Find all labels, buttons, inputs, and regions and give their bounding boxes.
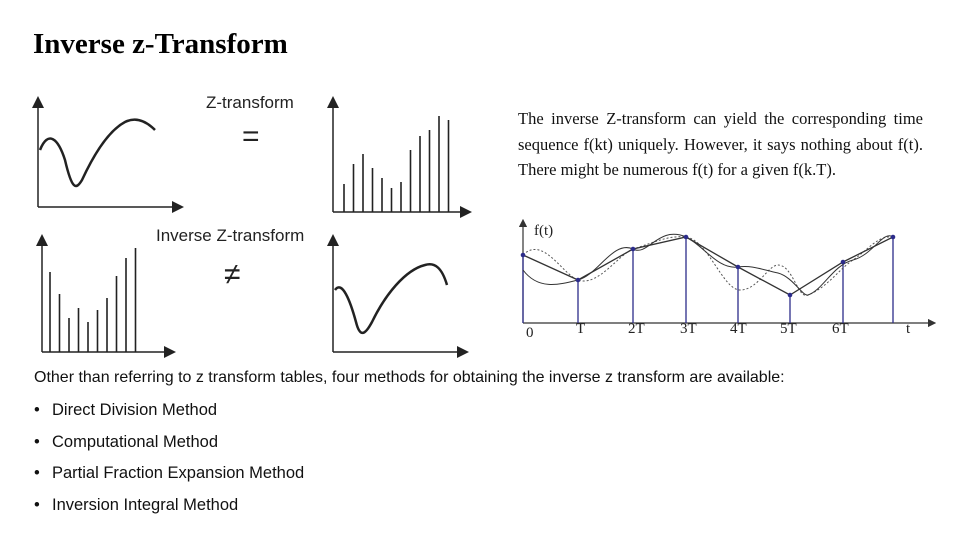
bullet-icon: • bbox=[34, 496, 40, 515]
ft-x-tick-label: 3T bbox=[680, 321, 697, 337]
bullet-icon: • bbox=[34, 432, 40, 451]
ft-x-tick-label: 2T bbox=[628, 321, 645, 337]
continuous-signal-plot-bottom bbox=[333, 240, 463, 352]
list-item bbox=[34, 429, 304, 461]
ft-sample-point bbox=[631, 247, 636, 252]
ft-sampling-graphics bbox=[508, 215, 940, 347]
ft-x-tick-label: 4T bbox=[730, 321, 747, 337]
ft-sample-point bbox=[841, 260, 846, 265]
methods-list bbox=[34, 397, 304, 524]
method-label: Inversion Integral Method bbox=[52, 496, 239, 515]
list-item bbox=[34, 460, 304, 492]
sampled-signal-plot-top bbox=[333, 102, 466, 212]
ft-x-tick-label: 5T bbox=[780, 321, 797, 337]
ztransform-diagram bbox=[20, 90, 500, 365]
ft-x-tick-label: T bbox=[576, 321, 586, 337]
method-label: Computational Method bbox=[52, 432, 219, 451]
ft-x-tick-label: 6T bbox=[832, 321, 849, 337]
bullet-icon: • bbox=[34, 464, 40, 483]
bullet-icon: • bbox=[34, 401, 40, 419]
continuous-curve-top bbox=[40, 120, 155, 186]
list-item bbox=[34, 397, 304, 429]
equal-symbol: = bbox=[242, 120, 260, 153]
ztransform-label: Z-transform bbox=[206, 93, 294, 112]
ft-sample-point bbox=[521, 253, 526, 258]
description-paragraph: The inverse Z-transform can yield the corresponding time sequence f(kt) uniquely. However, it says nothing about f(t). There might be numerous f(t) for a given f(k.T). bbox=[518, 109, 923, 179]
ft-sample-point bbox=[684, 235, 689, 240]
ft-x-tick-label: 0 bbox=[526, 325, 534, 341]
ft-y-label: f(t) bbox=[534, 223, 554, 239]
methods-intro: Other than referring to z transform tables, four methods for obtaining the inverse z transform are available: bbox=[34, 369, 785, 386]
ft-sampling-plot bbox=[508, 215, 940, 347]
ft-sample-point bbox=[891, 235, 896, 240]
ft-sample-point bbox=[788, 293, 793, 298]
inverse-ztransform-label: Inverse Z-transform bbox=[156, 226, 305, 245]
method-label: Direct Division Method bbox=[52, 401, 218, 419]
ft-x-tick-label: t bbox=[906, 321, 911, 337]
method-label: Partial Fraction Expansion Method bbox=[52, 464, 305, 483]
page-title: Inverse z-Transform bbox=[33, 28, 288, 60]
ft-sample-point bbox=[576, 278, 581, 283]
ft-sample-point bbox=[736, 265, 741, 270]
continuous-curve-bottom bbox=[335, 264, 447, 333]
not-equal-symbol: ≠ bbox=[224, 258, 241, 291]
list-item bbox=[34, 492, 304, 524]
sampled-signal-plot-bottom bbox=[42, 240, 170, 352]
continuous-signal-plot-top bbox=[38, 102, 178, 207]
